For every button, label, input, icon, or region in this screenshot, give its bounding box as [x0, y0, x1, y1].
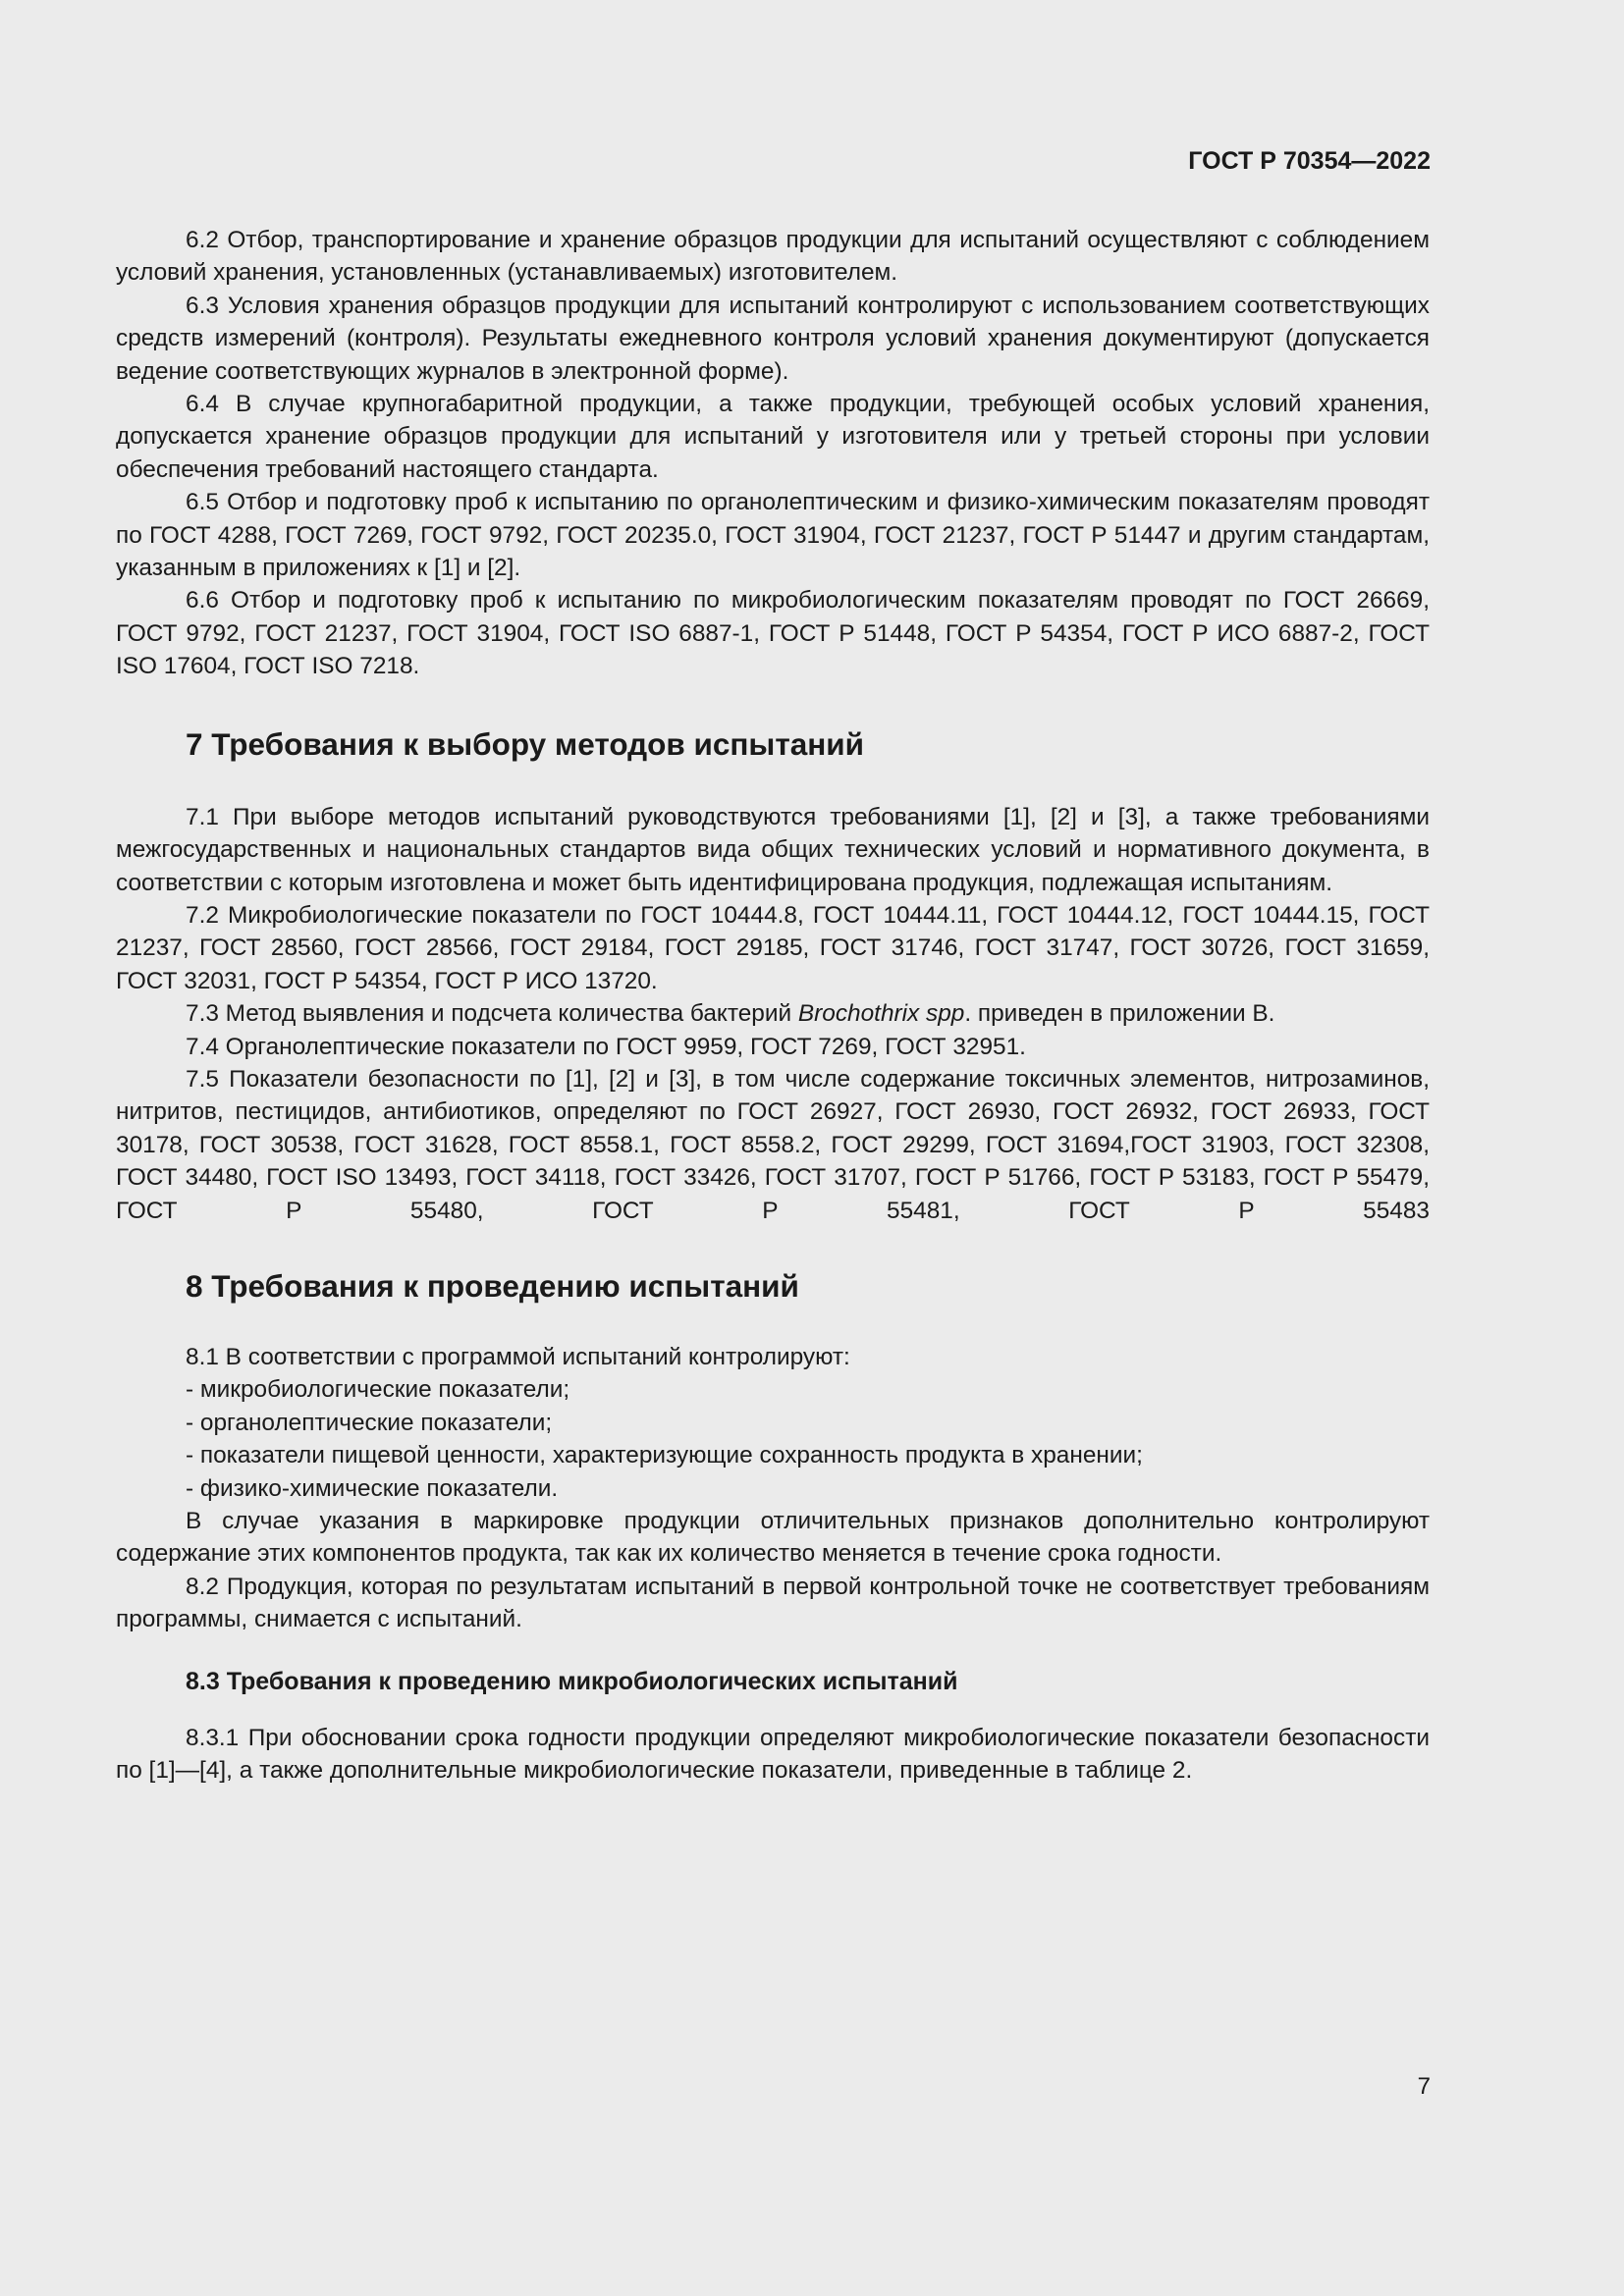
- document-body: [116, 224, 1430, 1787]
- paragraph-8-2: 8.2 Продукция, которая по результатам испытаний в первой контрольной точке не соответствует требованиям программы, снимается с испытаний.: [116, 1573, 1430, 1633]
- paragraph-7-3-text: 7.3 Метод выявления и подсчета количества бактерий: [186, 1000, 798, 1028]
- paragraph-7-3-text-end: . приведен в приложении В.: [964, 1000, 1275, 1028]
- page-number: 7: [1417, 2073, 1431, 2100]
- paragraph-8-1-note: В случае указания в маркировке продукции отличительных признаков дополнительно контролируют содержание этих компонентов продукта, так как их количество меняется в течение срока годности.: [116, 1508, 1430, 1568]
- paragraph-7-5: 7.5 Показатели безопасности по [1], [2] и [3], в том числе содержание токсичных элементов, нитрозаминов, нитритов, пестицидов, антибиотиков, определяют по ГОСТ 26927, ГОСТ 26930, ГОСТ 26932, ГОСТ 26933, ГОСТ 30178, ГОСТ 30538, ГОСТ 31628, ГОСТ 8558.1, ГОСТ 8558.2, ГОСТ 29299, ГОСТ 31694,ГОСТ 31903, ГОСТ 32308, ГОСТ 34480, ГОСТ ISO 13493, ГОСТ 34118, ГОСТ 33426, ГОСТ 31707, ГОСТ Р 51766, ГОСТ Р 53183, ГОСТ Р 55479, ГОСТ Р 55480, ГОСТ Р 55481, ГОСТ Р 55483: [116, 1065, 1430, 1224]
- bacteria-name: Brochothrix spp: [797, 1000, 965, 1028]
- paragraph-7-3: [116, 997, 1430, 1030]
- paragraph-7-2: 7.2 Микробиологические показатели по ГОСТ 10444.8, ГОСТ 10444.11, ГОСТ 10444.12, ГОСТ 10444.15, ГОСТ 21237, ГОСТ 28560, ГОСТ 28566, ГОСТ 29184, ГОСТ 29185, ГОСТ 31746, ГОСТ 31747, ГОСТ 30726, ГОСТ 31659, ГОСТ 32031, ГОСТ Р 54354, ГОСТ Р ИСО 13720.: [116, 901, 1430, 994]
- paragraph-6-5: 6.5 Отбор и подготовку проб к испытанию по органолептическим и физико-химическим показателям проводят по ГОСТ 4288, ГОСТ 7269, ГОСТ 9792, ГОСТ 20235.0, ГОСТ 31904, ГОСТ 21237, ГОСТ Р 51447 и другим стандартам, указанным в приложениях к [1] и [2].: [116, 489, 1430, 582]
- list-item: - физико-химические показатели.: [186, 1474, 559, 1502]
- section-7-heading: 7 Требования к выбору методов испытаний: [186, 725, 865, 762]
- paragraph-8-1: 8.1 В соответствии с программой испытаний контролируют:: [186, 1343, 850, 1370]
- paragraph-6-3: 6.3 Условия хранения образцов продукции для испытаний контролируют с использованием соответствующих средств измерений (контроля). Результаты ежедневного контроля условий хранения документируют (допускается ведение соответствующих журналов в электронной форме).: [116, 292, 1430, 385]
- list-item: - микробиологические показатели;: [186, 1376, 570, 1404]
- paragraph-7-4: 7.4 Органолептические показатели по ГОСТ 9959, ГОСТ 7269, ГОСТ 32951.: [186, 1033, 1026, 1060]
- list-item: - органолептические показатели;: [186, 1409, 553, 1436]
- document-id-header: ГОСТ Р 70354—2022: [1188, 147, 1431, 175]
- list-item: - показатели пищевой ценности, характеризующие сохранность продукта в хранении;: [186, 1442, 1143, 1469]
- section-8-heading: 8 Требования к проведению испытаний: [186, 1267, 799, 1304]
- paragraph-6-6: 6.6 Отбор и подготовку проб к испытанию по микробиологическим показателям проводят по ГОСТ 26669, ГОСТ 9792, ГОСТ 21237, ГОСТ 31904, ГОСТ ISO 6887-1, ГОСТ Р 51448, ГОСТ Р 54354, ГОСТ Р ИСО 6887-2, ГОСТ ISO 17604, ГОСТ ISO 7218.: [116, 587, 1430, 680]
- paragraph-8-3-1: 8.3.1 При обосновании срока годности продукции определяют микробиологические показатели безопасности по [1]—[4], а также дополнительные микробиологические показатели, приведенные в таблице 2.: [116, 1724, 1430, 1785]
- subsection-8-3-heading: 8.3 Требования к проведению микробиологических испытаний: [186, 1667, 958, 1695]
- paragraph-6-2: 6.2 Отбор, транспортирование и хранение образцов продукции для испытаний осуществляют с соблюдением условий хранения, установленных (устанавливаемых) изготовителем.: [116, 227, 1430, 287]
- paragraph-6-4: 6.4 В случае крупногабаритной продукции, а также продукции, требующей особых условий хранения, допускается хранение образцов продукции для испытаний у изготовителя или у третьей стороны при условии обеспечения требований настоящего стандарта.: [116, 391, 1430, 483]
- paragraph-7-1: 7.1 При выборе методов испытаний руководствуются требованиями [1], [2] и [3], а также требованиями межгосударственных и национальных стандартов вида общих технических условий и нормативного документа, в соответствии с которым изготовлена и может быть идентифицирована продукция, подлежащая испытаниям.: [116, 803, 1430, 896]
